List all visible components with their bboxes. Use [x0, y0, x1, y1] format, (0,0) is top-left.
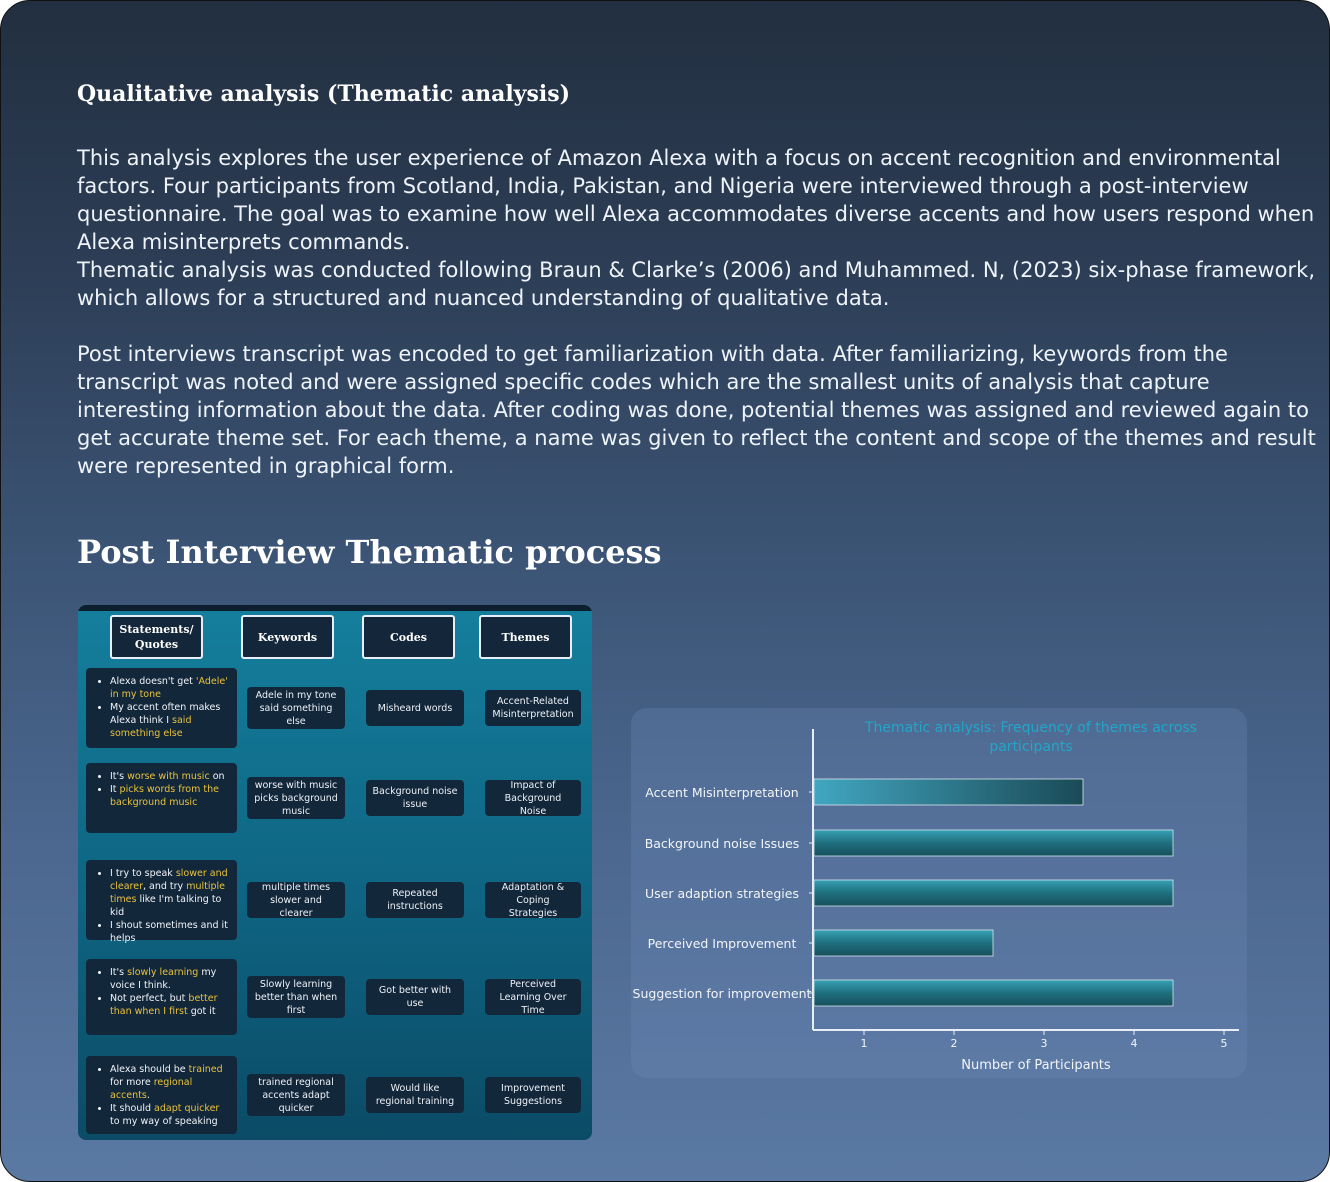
quote-item: • It picks words from the background music — [110, 783, 229, 809]
section-heading: Qualitative analysis (Thematic analysis) — [77, 81, 571, 107]
process-paragraph: Post interviews transcript was encoded to get familiarization with data. After familiarizing, keywords from the transcript was noted and were assigned specific codes which are the smallest units of analysis that capture interesting information about the data. After coding was done, potential themes was assigned and reviewed again to get accurate theme set. For each theme, a name was given to reflect the content and scope of the themes and result were represented in graphical form. — [77, 342, 1316, 478]
header-quotes: Statements/ Quotes — [110, 615, 203, 659]
code-box: Repeated instructions — [366, 882, 464, 918]
code-box: Misheard words — [366, 690, 464, 726]
theme-box: Adaptation & Coping Strategies — [485, 882, 581, 918]
keyword-box: Adele in my tone said something else — [247, 687, 345, 729]
process-title: Post Interview Thematic process — [77, 533, 662, 571]
x-axis-label: Number of Participants — [961, 1058, 1111, 1073]
bar — [814, 779, 1083, 805]
bar — [814, 830, 1173, 856]
quote-item: • Alexa doesn't get 'Adele' in my tone — [110, 675, 229, 701]
header-codes: Codes — [362, 615, 455, 659]
keyword-box: multiple times slower and clearer — [247, 882, 345, 918]
x-tick-label: 5 — [1220, 1037, 1228, 1050]
header-keywords: Keywords — [241, 615, 334, 659]
theme-box: Impact of Background Noise — [485, 780, 581, 816]
quote-item: • Alexa should be trained for more regional accents. — [110, 1063, 229, 1102]
code-box: Background noise issue — [366, 780, 464, 816]
x-tick-label: 2 — [950, 1037, 958, 1050]
theme-box: Perceived Learning Over Time — [485, 979, 581, 1015]
code-box: Would like regional training — [366, 1077, 464, 1113]
bar-chart — [1, 1, 1329, 1181]
quote-item: • I try to speak slower and clearer, and try multiple times like I'm talking to kid — [110, 867, 229, 919]
quote-item: • It's slowly learning my voice I think. — [110, 966, 229, 992]
code-box: Got better with use — [366, 979, 464, 1015]
category-label: Suggestion for improvement — [632, 986, 812, 1001]
quote-item: • It's worse with music on — [110, 770, 229, 783]
category-label: Accent Misinterpretation — [645, 785, 799, 800]
quote-item: • Not perfect, but better than when I first got it — [110, 992, 229, 1018]
category-label: Background noise Issues — [644, 836, 800, 851]
quote-item: • It should adapt quicker to my way of speaking — [110, 1102, 229, 1128]
keyword-box: Slowly learning better than when first — [247, 976, 345, 1018]
x-tick-label: 4 — [1130, 1037, 1138, 1050]
keyword-box: worse with music picks background music — [247, 777, 345, 819]
x-tick-label: 1 — [860, 1037, 868, 1050]
method-text: Thematic analysis was conducted following Braun & Clarke’s (2006) and Muhammed. N, (2023) six-phase framework, which allows for a structured and nuanced understanding of qualitative data. — [77, 258, 1316, 310]
chart-title: Thematic analysis: Frequency of themes across participants — [864, 720, 1198, 755]
category-label: Perceived Improvement — [647, 936, 797, 951]
category-label: User adaption strategies — [645, 886, 799, 901]
quote-item: • My accent often makes Alexa think I said something else — [110, 701, 229, 740]
x-tick-label: 3 — [1040, 1037, 1048, 1050]
intro-text: This analysis explores the user experience of Amazon Alexa with a focus on accent recognition and environmental factors. Four participants from Scotland, India, Pakistan, and Nigeria were interviewed through a post-interview questionnaire. The goal was to examine how well Alexa accommodates diverse accents and how users respond when Alexa misinterprets commands. — [77, 146, 1315, 254]
bar — [814, 880, 1173, 906]
theme-box: Accent-Related Misinterpretation — [485, 690, 581, 726]
bar — [814, 930, 993, 956]
theme-box: Improvement Suggestions — [485, 1077, 581, 1113]
header-themes: Themes — [479, 615, 572, 659]
quote-item: • I shout sometimes and it helps — [110, 919, 229, 945]
bar — [814, 980, 1173, 1006]
keyword-box: trained regional accents adapt quicker — [247, 1074, 345, 1116]
